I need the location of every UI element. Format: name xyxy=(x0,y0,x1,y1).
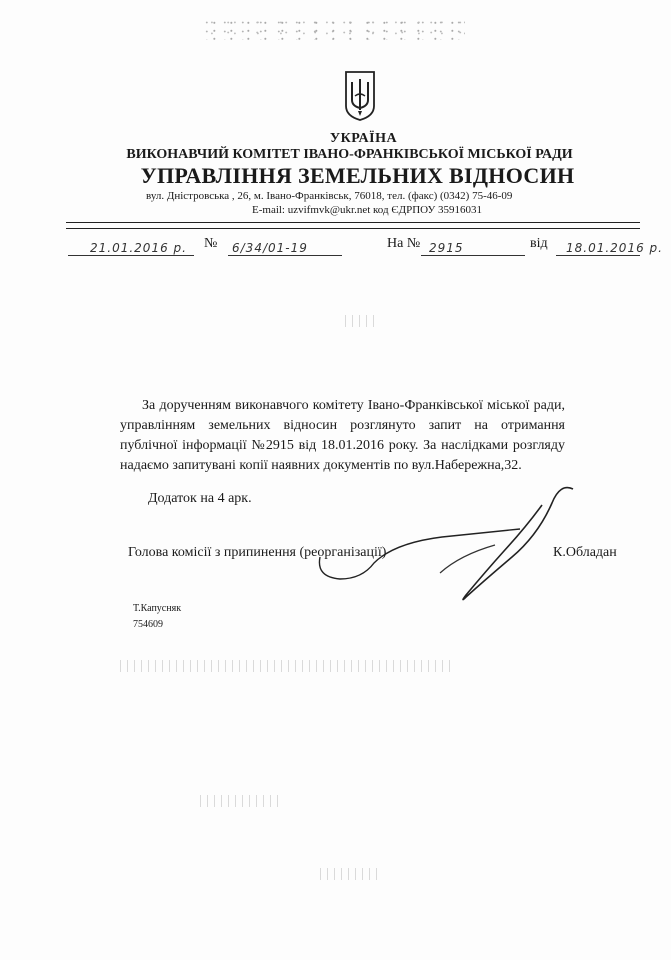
country-heading: УКРАЇНА xyxy=(329,131,398,146)
outgoing-number-handwritten: 6/34/01-19 xyxy=(232,241,308,255)
header-divider-thin xyxy=(66,228,640,229)
number-underline xyxy=(228,255,342,256)
body-paragraph: За дорученням виконавчого комітету Івано-Франківської міської ради, управлінням земельних відносин розглянуто запит на отримання публічної інформації №2915 від 18.01.2016 року. За наслідками розгляду надаємо запитувані копії наявних документів по вул.Набережна,32. xyxy=(120,398,565,473)
reply-date-handwritten: 18.01.2016 р. xyxy=(566,241,663,255)
email-line: E-mail: uzvifmvk@ukr.net код ЄДРПОУ 35916031 xyxy=(252,204,483,216)
department-heading: УПРАВЛІННЯ ЗЕМЕЛЬНИХ ВІДНОСИН xyxy=(140,163,575,188)
reply-number-underline xyxy=(421,255,525,256)
outgoing-date-handwritten: 21.01.2016 р. xyxy=(90,241,187,255)
signatory-name: К.Обладан xyxy=(553,545,617,560)
scan-noise xyxy=(120,660,450,672)
trident-coat-of-arms-icon xyxy=(343,70,377,122)
header-divider xyxy=(66,222,640,223)
reply-number-field xyxy=(421,236,529,260)
executor-block xyxy=(133,601,181,633)
annex-note: Додаток на 4 арк. xyxy=(148,491,252,506)
scan-noise xyxy=(205,18,465,40)
scan-noise xyxy=(345,315,375,327)
reply-date-field xyxy=(556,236,663,260)
reply-date-label: від xyxy=(530,236,548,251)
outgoing-number-field xyxy=(228,236,348,260)
signatory-title: Голова комісії з припинення (реорганізації) xyxy=(128,545,387,560)
scan-noise xyxy=(320,868,380,880)
reply-number-handwritten: 2915 xyxy=(429,241,464,255)
outgoing-number-label: № xyxy=(204,236,218,251)
executor-name: Т.Капусняк xyxy=(133,603,182,614)
executor-phone: 754609 xyxy=(133,619,163,630)
reply-number-label: На № xyxy=(387,236,421,251)
date-underline xyxy=(68,255,194,256)
reply-date-underline xyxy=(556,255,640,256)
committee-heading: ВИКОНАВЧИЙ КОМІТЕТ ІВАНО-ФРАНКІВСЬКОЇ МІСЬКОЇ РАДИ xyxy=(126,147,573,162)
address-line: вул. Дністровська , 26, м. Івано-Франківськ, 76018, тел. (факс) (0342) 75-46-09 xyxy=(146,190,513,202)
letter-body xyxy=(120,396,565,476)
scan-noise xyxy=(200,795,280,807)
outgoing-date-field xyxy=(68,236,198,260)
